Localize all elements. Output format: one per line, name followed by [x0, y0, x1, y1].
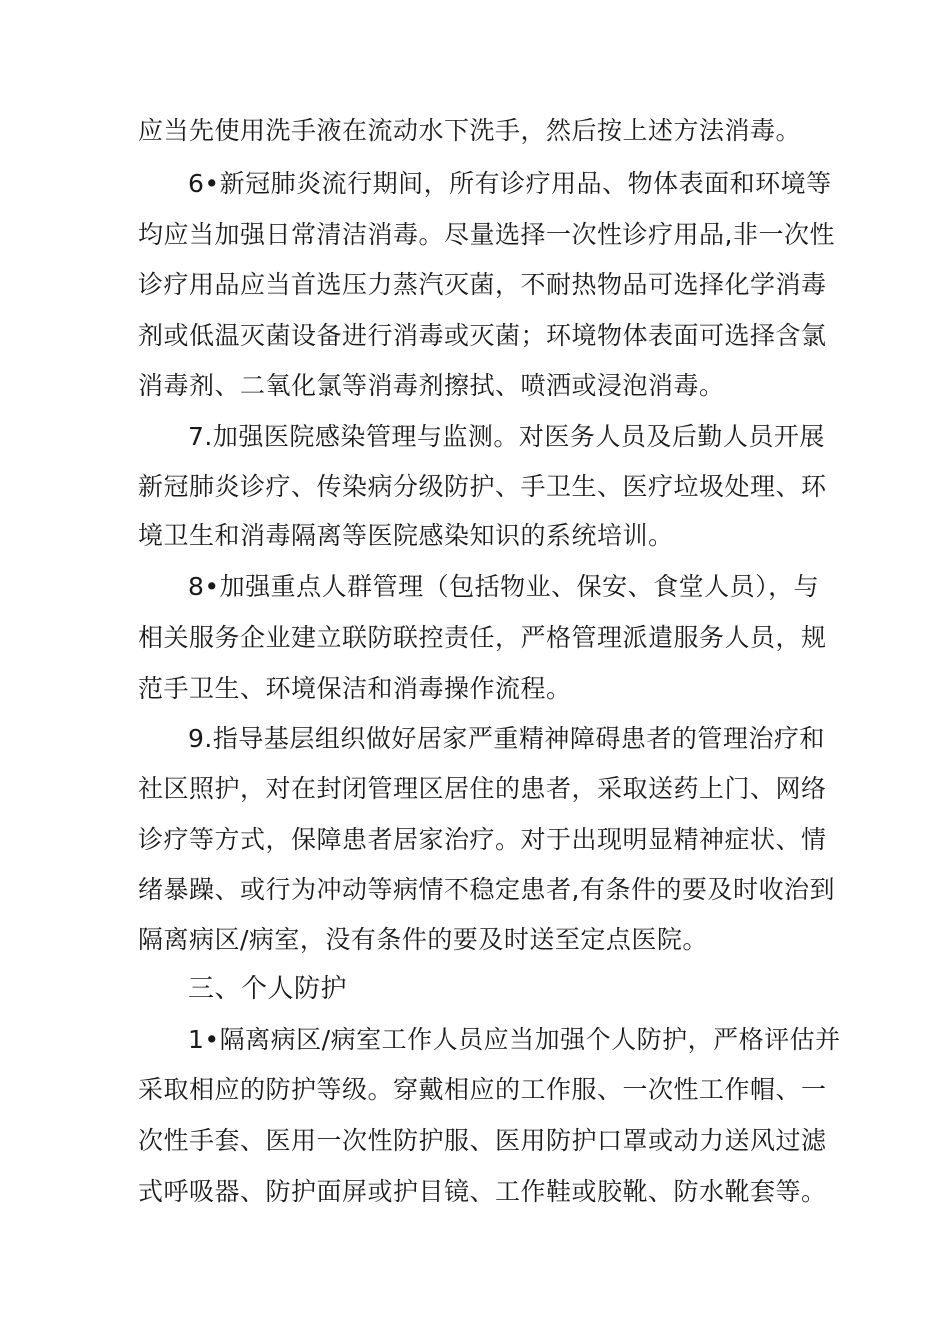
text-line: 绪暴躁、或行为冲动等病情不稳定患者,有条件的要及时收治到 — [138, 875, 835, 904]
text-line: 应当先使用洗手液在流动水下洗手，然后按上述方法消毒。 — [138, 116, 802, 145]
text-line: 采取相应的防护等级。穿戴相应的工作服、一次性工作帽、一 — [138, 1075, 827, 1104]
text-line: 1•隔离病区/病室工作人员应当加强个人防护，严格评估并 — [188, 1025, 841, 1054]
text-line: 7.加强医院感染管理与监测。对医务人员及后勤人员开展 — [188, 422, 825, 451]
text-line: 境卫生和消毒隔离等医院感染知识的系统培训。 — [138, 521, 674, 550]
section-heading: 三、个人防护 — [188, 974, 348, 1004]
text-line: 消毒剂、二氧化氯等消毒剂擦拭、喷洒或浸泡消毒。 — [138, 371, 725, 400]
text-line: 剂或低温灭菌设备进行消毒或灭菌；环境物体表面可选择含氯 — [138, 321, 827, 350]
text-line: 8•加强重点人群管理（包括物业、保安、食堂人员），与 — [188, 572, 820, 601]
text-line: 新冠肺炎诊疗、传染病分级防护、手卫生、医疗垃圾处理、环 — [138, 472, 827, 501]
text-line: 9.指导基层组织做好居家严重精神障碍患者的管理治疗和 — [188, 724, 825, 753]
text-line: 社区照护，对在封闭管理区居住的患者，采取送药上门、网络 — [138, 774, 827, 803]
text-line: 诊疗用品应当首选压力蒸汽灭菌，不耐热物品可选择化学消毒 — [138, 270, 827, 299]
text-line: 式呼吸器、防护面屏或护目镜、工作鞋或胶靴、防水靴套等。 — [138, 1177, 827, 1206]
text-line: 范手卫生、环境保洁和消毒操作流程。 — [138, 674, 572, 703]
text-line: 相关服务企业建立联防联控责任，严格管理派遣服务人员，规 — [138, 623, 827, 652]
text-line: 次性手套、医用一次性防护服、医用防护口罩或动力送风过滤 — [138, 1126, 827, 1155]
text-line: 诊疗等方式，保障患者居家治疗。对于出现明显精神症状、情 — [138, 825, 827, 854]
text-line: 6•新冠肺炎流行期间，所有诊疗用品、物体表面和环境等 — [188, 169, 832, 198]
text-line: 隔离病区/病室，没有条件的要及时送至定点医院。 — [138, 925, 708, 954]
text-line: 均应当加强日常清洁消毒。尽量选择一次性诊疗用品,非一次性 — [138, 220, 835, 249]
